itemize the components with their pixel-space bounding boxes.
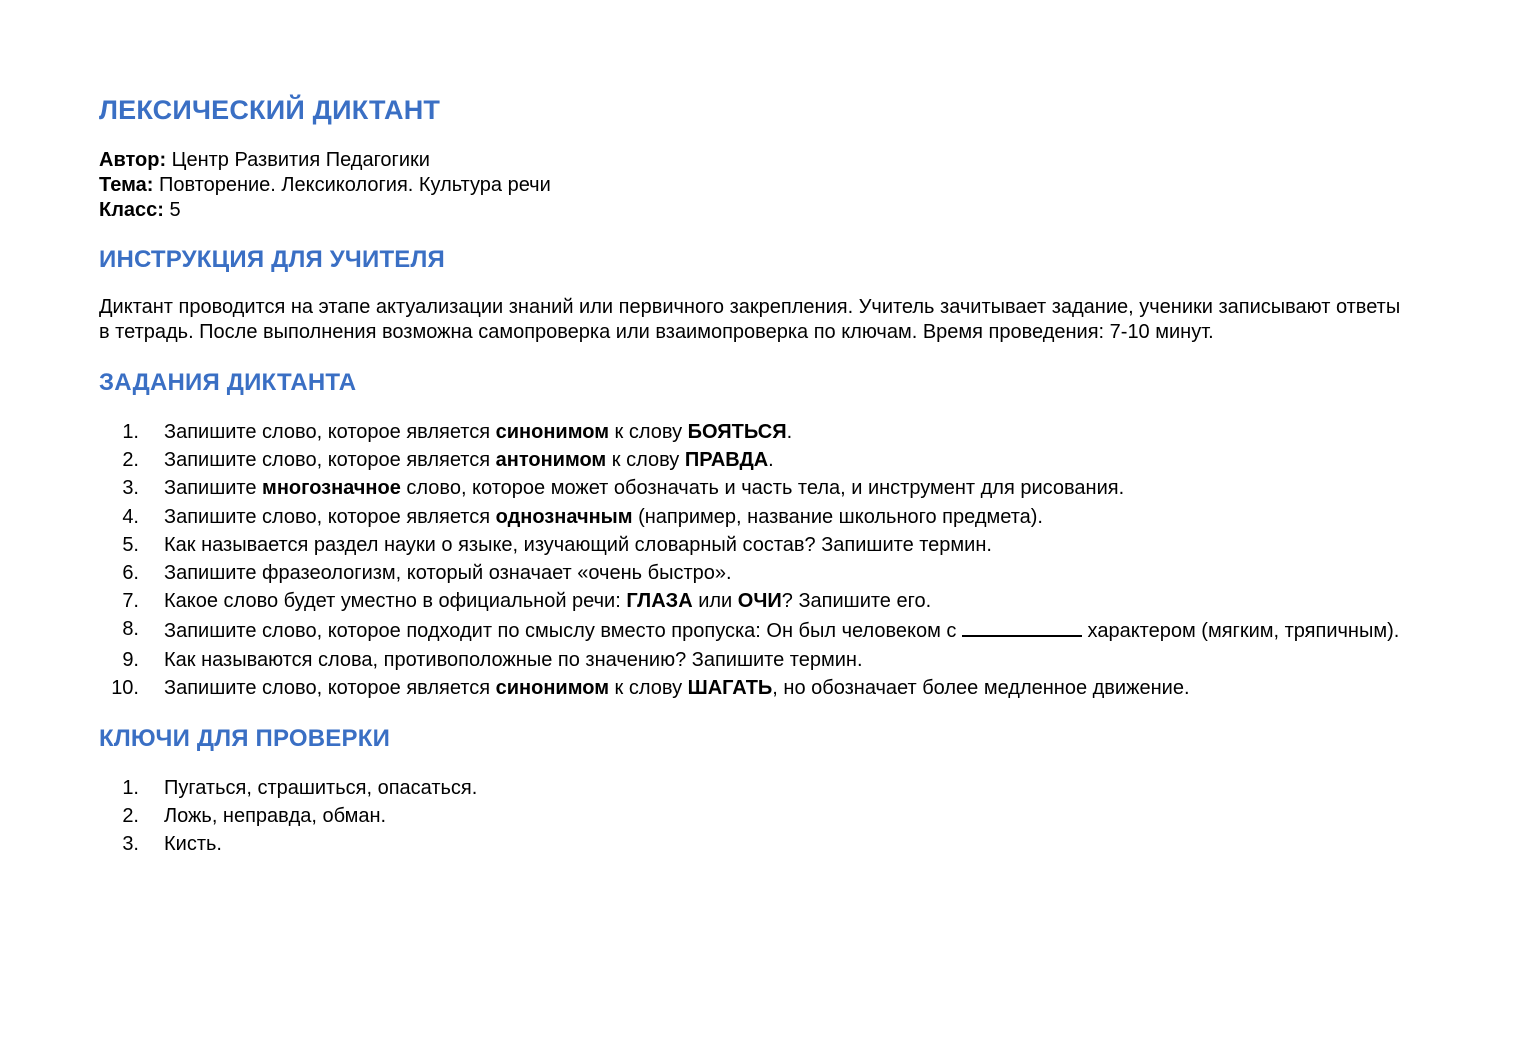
answer-blank (962, 617, 1082, 637)
task-item (99, 648, 1409, 673)
task-keyword: ГЛАЗА (626, 590, 693, 613)
key-number: 2. (122, 804, 139, 827)
task-number: 2. (122, 449, 139, 472)
key-item (99, 804, 1409, 829)
meta-author (99, 148, 1513, 173)
key-item (99, 832, 1409, 857)
task-number: 4. (122, 505, 139, 528)
task-text: Запишите фразеологизм, который означает «очень быстро». (164, 561, 732, 584)
task-text: (например, название школьного предмета). (632, 505, 1043, 528)
tasks-heading: ЗАДАНИЯ ДИКТАНТА (99, 369, 357, 396)
task-text: ? Запишите его. (781, 590, 932, 613)
task-text: или (692, 590, 738, 613)
task-text: характером (мягким, тряпичным). (1082, 620, 1400, 643)
task-number: 5. (122, 533, 139, 556)
meta-grade (99, 198, 1513, 223)
instructions-text: Диктант проводится на этапе актуализации знаний или первичного закрепления. Учитель зачитывает задание, ученики записывают ответы в тетрадь. После выполнения возможна самопроверка или взаимопроверка по ключам. Время проведения: 7-10 минут. (99, 296, 1401, 343)
task-item (99, 420, 1409, 445)
key-item (99, 776, 1409, 801)
task-emphasis: антонимом (495, 449, 607, 472)
meta-block (99, 148, 1513, 223)
task-number: 9. (122, 648, 139, 671)
task-number: 6. (122, 561, 139, 584)
task-text: , но обозначает более медленное движение. (772, 676, 1190, 699)
topic-label: Тема: (99, 174, 154, 196)
task-text: . (768, 449, 774, 472)
author-label: Автор: (99, 149, 167, 171)
task-keyword: ШАГАТЬ (687, 676, 773, 699)
tasks-list (99, 420, 1409, 701)
task-number: 3. (122, 477, 139, 500)
task-text: Запишите слово, которое является (164, 421, 496, 443)
task-text: Как называются слова, противоположные по значению? Запишите термин. (164, 648, 863, 671)
task-text: к слову (606, 449, 685, 472)
task-emphasis: синонимом (495, 676, 609, 699)
task-item (99, 533, 1409, 558)
key-text: Кисть. (164, 833, 222, 856)
task-text: Запишите (164, 477, 263, 500)
task-text: . (786, 421, 793, 443)
key-text: Ложь, неправда, обман. (164, 804, 387, 827)
task-emphasis: многозначное (262, 477, 401, 500)
instructions-heading: ИНСТРУКЦИЯ ДЛЯ УЧИТЕЛЯ (99, 246, 446, 273)
task-text: Как называется раздел науки о языке, изучающий словарный состав? Запишите термин. (164, 533, 992, 556)
task-text: Запишите слово, которое подходит по смыслу вместо пропуска: Он был человеком с (164, 620, 962, 643)
task-text: Запишите слово, которое является (164, 449, 496, 472)
task-item (99, 617, 1409, 644)
task-number: 8. (122, 618, 139, 641)
task-text: слово, которое может обозначать и часть тела, и инструмент для рисования. (400, 477, 1125, 500)
task-item (99, 676, 1409, 701)
task-text: Запишите слово, которое является (164, 505, 496, 528)
task-emphasis: однозначным (495, 505, 633, 528)
task-number: 7. (122, 590, 139, 613)
task-item (99, 505, 1409, 530)
task-item (99, 448, 1409, 473)
task-keyword: ОЧИ (737, 590, 782, 613)
grade-label: Класс: (99, 199, 164, 221)
key-number: 3. (122, 833, 139, 856)
key-text: Пугаться, страшиться, опасаться. (164, 776, 478, 799)
author-value: Центр Развития Педагогики (166, 149, 430, 171)
task-text: к слову (609, 421, 688, 443)
task-number: 1. (122, 421, 139, 443)
task-text: Запишите слово, которое является (164, 676, 496, 699)
task-emphasis: синонимом (495, 421, 609, 443)
task-keyword: ПРАВДА (684, 449, 769, 472)
task-number: 10. (111, 676, 139, 699)
task-text: Какое слово будет уместно в официальной речи: (164, 590, 627, 613)
keys-heading: КЛЮЧИ ДЛЯ ПРОВЕРКИ (99, 724, 391, 752)
grade-value: 5 (163, 199, 181, 221)
topic-value: Повторение. Лексикология. Культура речи (153, 174, 551, 196)
task-item (99, 476, 1409, 501)
task-text: к слову (609, 676, 688, 699)
document-title: ЛЕКСИЧЕСКИЙ ДИКТАНТ (99, 95, 441, 125)
task-keyword: БОЯТЬСЯ (687, 421, 787, 443)
task-item (99, 589, 1409, 614)
keys-list (99, 776, 1409, 857)
meta-topic (99, 173, 1513, 198)
task-item (99, 561, 1409, 586)
key-number: 1. (122, 776, 139, 799)
